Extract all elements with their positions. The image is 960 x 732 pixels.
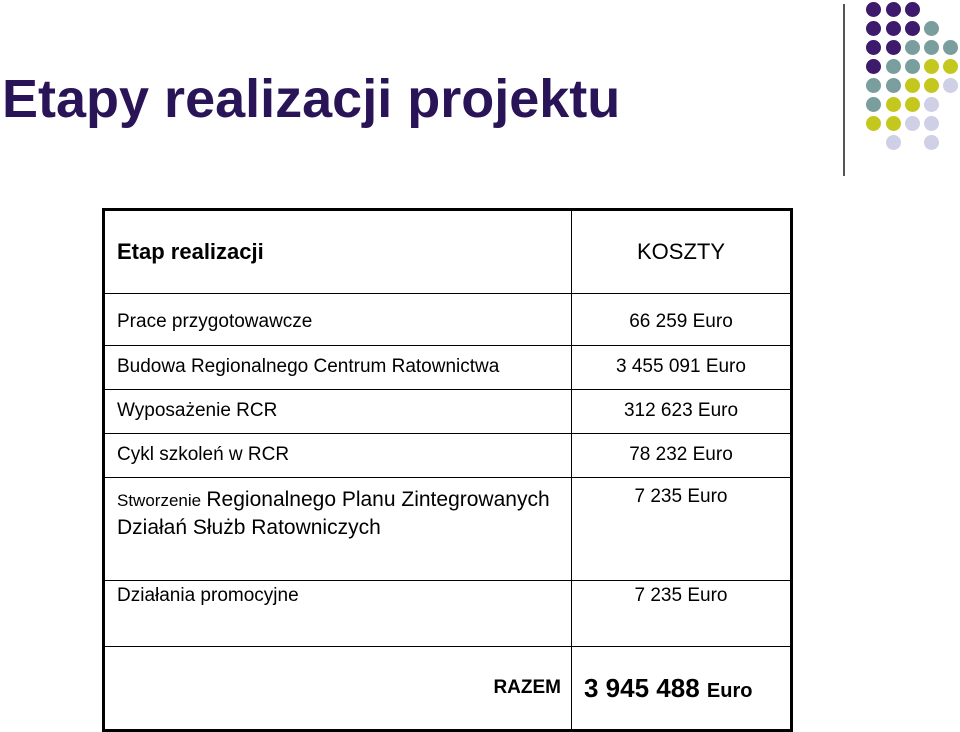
stage-cell [104, 477, 572, 580]
cost-cell: 66 259 Euro [572, 293, 792, 345]
costs-table [102, 208, 793, 732]
decorative-divider [843, 4, 845, 176]
dot [924, 116, 939, 131]
dot [866, 59, 881, 74]
dot [905, 21, 920, 36]
table-row [104, 345, 792, 389]
dot [905, 116, 920, 131]
dot [924, 59, 939, 74]
dot [886, 21, 901, 36]
slide-title: Etapy realizacji projektu [2, 69, 621, 129]
total-row [104, 647, 792, 731]
dot [905, 78, 920, 93]
dot [924, 78, 939, 93]
total-unit: Euro [706, 679, 753, 702]
dot [924, 97, 939, 112]
header-stage: Etap realizacji [104, 210, 572, 294]
cost-cell: 3 455 091 Euro [572, 345, 792, 389]
stage-cell: Wyposażenie RCR [104, 389, 572, 433]
dot [886, 40, 901, 55]
dot [866, 97, 881, 112]
stage-cell: Działania promocyjne [104, 580, 572, 646]
dot [866, 2, 881, 17]
table-header-row [104, 210, 792, 294]
dot [943, 59, 958, 74]
dot [866, 21, 881, 36]
dot [905, 2, 920, 17]
stage-prefix: Stworzenie [117, 490, 202, 510]
dot [943, 40, 958, 55]
dot [905, 97, 920, 112]
dot [886, 59, 901, 74]
table-row [104, 433, 792, 477]
dot [866, 116, 881, 131]
stage-cell: Budowa Regionalnego Centrum Ratownictwa [104, 345, 572, 389]
cost-cell: 7 235 Euro [572, 580, 792, 646]
table-row [104, 477, 792, 580]
decorative-dot-grid [858, 0, 960, 160]
dot [943, 78, 958, 93]
dot [866, 40, 881, 55]
cost-cell: 312 623 Euro [572, 389, 792, 433]
dot [886, 78, 901, 93]
stage-cell: Prace przygotowawcze [104, 293, 572, 345]
header-costs: KOSZTY [572, 210, 792, 294]
dot [905, 40, 920, 55]
dot [886, 135, 901, 150]
table-row [104, 580, 792, 646]
cost-cell: 78 232 Euro [572, 433, 792, 477]
dot [886, 116, 901, 131]
table-row [104, 389, 792, 433]
table-row [104, 293, 792, 345]
dot [886, 2, 901, 17]
dot [905, 59, 920, 74]
total-label: RAZEM [104, 647, 572, 731]
stage-cell: Cykl szkoleń w RCR [104, 433, 572, 477]
dot [886, 97, 901, 112]
dot [924, 21, 939, 36]
stage-rest: Regionalnego Planu Zintegrowanych Działań Służb Ratowniczych [117, 487, 550, 539]
dot [866, 78, 881, 93]
cost-cell: 7 235 Euro [572, 477, 792, 580]
total-value: 3 945 488 [584, 672, 700, 703]
dot [924, 135, 939, 150]
total-value-cell [572, 647, 792, 731]
dot [924, 40, 939, 55]
